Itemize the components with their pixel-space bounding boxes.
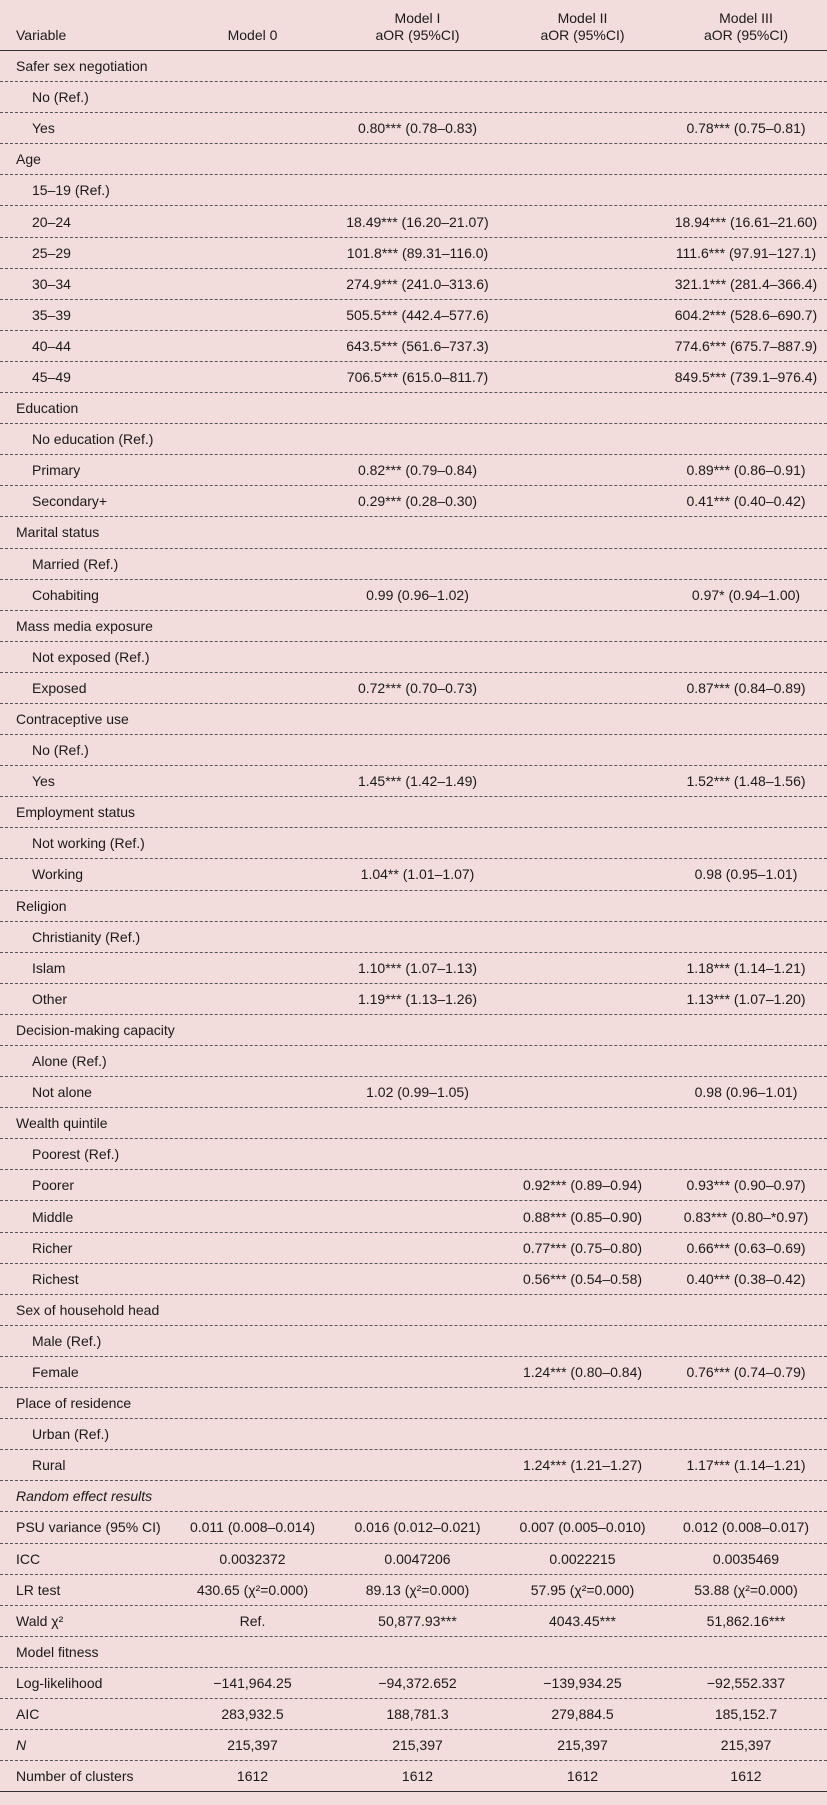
model3-cell: 0.97* (0.94–1.00) (691, 586, 801, 603)
table-row (0, 1606, 827, 1637)
row-label: Alone (Ref.) (32, 1053, 107, 1070)
model3-cell: 0.78*** (0.75–0.81) (686, 120, 806, 137)
row-label: Primary (32, 462, 81, 479)
model1-cell: 89.13 (χ²=0.000) (365, 1581, 470, 1598)
header-model2-sub: aOR (95%CI) (540, 27, 625, 43)
table-row (0, 704, 827, 735)
header-model1-title: Model I (394, 10, 441, 26)
table-row (0, 1637, 827, 1668)
model1-cell: 101.8*** (89.31–116.0) (346, 244, 489, 261)
table-row (0, 144, 827, 175)
table-row (0, 82, 827, 113)
table-row (0, 953, 827, 984)
table-row (0, 1201, 827, 1232)
table-row (0, 455, 827, 486)
row-label: Log-likelihood (16, 1674, 103, 1691)
model1-cell: 215,397 (392, 1737, 443, 1754)
row-label: Christianity (Ref.) (32, 928, 141, 945)
model1-cell: 0.72*** (0.70–0.73) (357, 679, 478, 696)
header-model3-sub: aOR (95%CI) (703, 27, 789, 43)
table-row (0, 891, 827, 922)
row-label: Married (Ref.) (32, 555, 119, 572)
table-header (0, 0, 827, 51)
model3-cell: 0.83*** (0.80–*0.97) (683, 1208, 809, 1225)
row-label: Female (32, 1363, 79, 1380)
row-label: Poorest (Ref.) (32, 1146, 120, 1163)
table-row (0, 1264, 827, 1295)
model1-cell: 1.02 (0.99–1.05) (366, 1084, 469, 1101)
table-row (0, 1450, 827, 1481)
table-row (0, 1077, 827, 1108)
table-row (0, 1699, 827, 1730)
row-label: Working (32, 866, 84, 883)
table-row (0, 331, 827, 362)
model3-cell: 0.98 (0.95–1.01) (694, 866, 798, 883)
row-label: Not exposed (Ref.) (32, 648, 150, 665)
row-label: Cohabiting (32, 586, 99, 603)
model3-cell: 51,862.16*** (706, 1612, 786, 1629)
model3-cell: 215,397 (720, 1737, 772, 1754)
table-row (0, 766, 827, 797)
model3-cell: 0.87*** (0.84–0.89) (686, 679, 806, 696)
row-label: Secondary+ (32, 493, 108, 510)
model2-cell: 0.007 (0.005–0.010) (519, 1519, 646, 1536)
model3-cell: 0.012 (0.008–0.017) (682, 1519, 810, 1536)
table-row (0, 797, 827, 828)
model3-cell: 1.18*** (1.14–1.21) (686, 959, 806, 976)
model2-cell: 215,397 (557, 1737, 608, 1754)
model3-cell: 185,152.7 (714, 1706, 778, 1723)
table-row (0, 1015, 827, 1046)
table-row (0, 984, 827, 1015)
row-label: Place of residence (16, 1395, 132, 1412)
model1-cell: 188,781.3 (386, 1706, 449, 1723)
row-label: Poorer (32, 1177, 75, 1194)
row-label: Employment status (16, 804, 136, 821)
row-label: Contraceptive use (16, 711, 129, 728)
model1-cell: −94,372.652 (378, 1674, 457, 1691)
row-label: Islam (32, 959, 66, 976)
table-row (0, 1046, 827, 1077)
row-label: Random effect results (16, 1488, 153, 1505)
row-label: Middle (32, 1208, 74, 1225)
model2-cell: −139,934.25 (543, 1674, 622, 1691)
model1-cell: 643.5*** (561.6–737.3) (346, 337, 489, 354)
header-model2 (500, 10, 665, 50)
row-label: Age (16, 151, 41, 168)
model1-cell: 0.29*** (0.28–0.30) (357, 493, 478, 510)
model0-cell: 215,397 (227, 1737, 278, 1754)
table-row (0, 1357, 827, 1388)
model0-cell: 1612 (236, 1768, 269, 1785)
row-label: 15–19 (Ref.) (32, 182, 110, 199)
table-body (0, 51, 827, 1792)
model1-cell: 0.99 (0.96–1.02) (366, 586, 469, 603)
row-label: 35–39 (32, 306, 71, 323)
table-row (0, 1139, 827, 1170)
model1-cell: 50,877.93*** (378, 1612, 457, 1629)
table-row (0, 1668, 827, 1699)
row-label: No (Ref.) (32, 742, 89, 759)
model2-cell: 0.77*** (0.75–0.80) (522, 1239, 643, 1256)
row-label: 20–24 (32, 213, 71, 230)
model1-cell: 1.19*** (1.13–1.26) (357, 990, 478, 1007)
model3-cell: 53.88 (χ²=0.000) (694, 1581, 798, 1598)
row-label: 45–49 (32, 368, 71, 385)
table-row (0, 1512, 827, 1543)
table-row (0, 1233, 827, 1264)
table-row (0, 1761, 827, 1792)
model3-cell: 849.5*** (739.1–976.4) (674, 368, 818, 385)
table-row (0, 1388, 827, 1419)
header-model1 (335, 10, 500, 50)
table-row (0, 735, 827, 766)
table-row (0, 642, 827, 673)
model3-cell: 0.76*** (0.74–0.79) (686, 1363, 806, 1380)
row-label: Urban (Ref.) (32, 1426, 110, 1443)
model0-cell: 283,932.5 (221, 1706, 284, 1723)
table-row (0, 828, 827, 859)
table-row (0, 1108, 827, 1139)
row-label: Male (Ref.) (32, 1332, 102, 1349)
model1-cell: 1.10*** (1.07–1.13) (357, 959, 478, 976)
table-row (0, 1481, 827, 1512)
model3-cell: 321.1*** (281.4–366.4) (674, 275, 818, 292)
model0-cell: −141,964.25 (213, 1674, 292, 1691)
row-label: Richest (32, 1270, 79, 1287)
model3-cell: 0.98 (0.96–1.01) (694, 1084, 798, 1101)
model1-cell: 505.5*** (442.4–577.6) (346, 306, 489, 323)
row-label: Sex of household head (16, 1301, 160, 1318)
model1-cell: 1.45*** (1.42–1.49) (357, 773, 478, 790)
model3-cell: 111.6*** (97.91–127.1) (675, 244, 817, 261)
table-row (0, 922, 827, 953)
row-label: No (Ref.) (32, 89, 89, 106)
model3-cell: 1.52*** (1.48–1.56) (686, 773, 806, 790)
row-label: PSU variance (95% CI) (16, 1519, 161, 1536)
row-label: LR test (16, 1581, 61, 1598)
header-model2-title: Model II (557, 10, 608, 26)
model2-cell: 4043.45*** (549, 1612, 616, 1629)
model2-cell: 1.24*** (0.80–0.84) (522, 1363, 643, 1380)
row-label: Not alone (32, 1084, 92, 1101)
row-label: Marital status (16, 524, 100, 541)
table-row (0, 486, 827, 517)
table-row (0, 611, 827, 642)
model1-cell: 18.49*** (16.20–21.07) (346, 213, 489, 230)
table-row (0, 580, 827, 611)
model3-cell: 0.89*** (0.86–0.91) (686, 462, 806, 479)
model2-cell: 0.0022215 (549, 1550, 616, 1567)
row-label: Safer sex negotiation (16, 58, 148, 75)
row-label: Exposed (32, 679, 87, 696)
model3-cell: −92,552.337 (706, 1674, 786, 1691)
model1-cell: 0.80*** (0.78–0.83) (357, 120, 478, 137)
model1-cell: 0.0047206 (384, 1550, 451, 1567)
header-model0: Model 0 (227, 27, 278, 43)
table-row (0, 238, 827, 269)
model1-cell: 1.04** (1.01–1.07) (360, 866, 475, 883)
table-row (0, 206, 827, 237)
model2-cell: 279,884.5 (551, 1706, 614, 1723)
model0-cell: 0.0032372 (219, 1550, 286, 1567)
header-variable: Variable (16, 27, 67, 43)
table-row (0, 1575, 827, 1606)
model2-cell: 0.88*** (0.85–0.90) (522, 1208, 643, 1225)
row-label: Model fitness (16, 1643, 99, 1660)
model3-cell: 774.6*** (675.7–887.9) (674, 337, 818, 354)
row-label: Wald χ² (16, 1612, 64, 1629)
header-model3-title: Model III (719, 10, 773, 26)
header-model1-sub: aOR (95%CI) (375, 27, 460, 43)
row-label: Decision-making capacity (16, 1021, 175, 1038)
table-row (0, 549, 827, 580)
table-row (0, 1170, 827, 1201)
table-row (0, 517, 827, 548)
row-label: 40–44 (32, 337, 71, 354)
row-label: Richer (32, 1239, 73, 1256)
row-label: 30–34 (32, 275, 71, 292)
table-row (0, 1295, 827, 1326)
row-label: Yes (32, 773, 55, 790)
model3-cell: 1.13*** (1.07–1.20) (686, 990, 806, 1007)
model3-cell: 0.66*** (0.63–0.69) (686, 1239, 806, 1256)
model3-cell: 0.93*** (0.90–0.97) (686, 1177, 806, 1194)
model3-cell: 1.17*** (1.14–1.21) (686, 1457, 806, 1474)
row-label: Religion (16, 897, 67, 914)
row-label: ICC (16, 1550, 41, 1567)
header-model3 (665, 10, 827, 50)
model3-cell: 1612 (730, 1768, 762, 1785)
model2-cell: 0.92*** (0.89–0.94) (522, 1177, 643, 1194)
table-row (0, 113, 827, 144)
model0-cell: 0.011 (0.008–0.014) (189, 1519, 316, 1536)
row-label: 25–29 (32, 244, 71, 261)
row-label: Mass media exposure (16, 617, 153, 634)
table-row (0, 51, 827, 82)
table-row (0, 1326, 827, 1357)
table-row (0, 1544, 827, 1575)
table-row (0, 300, 827, 331)
model3-cell: 0.40*** (0.38–0.42) (686, 1270, 806, 1287)
table-row (0, 362, 827, 393)
model1-cell: 706.5*** (615.0–811.7) (346, 368, 489, 385)
row-label: Not working (Ref.) (32, 835, 145, 852)
table-row (0, 1730, 827, 1761)
row-label: Number of clusters (16, 1768, 134, 1785)
model2-cell: 0.56*** (0.54–0.58) (522, 1270, 643, 1287)
row-label: Wealth quintile (16, 1115, 108, 1132)
model2-cell: 57.95 (χ²=0.000) (530, 1581, 635, 1598)
model3-cell: 0.41*** (0.40–0.42) (686, 493, 806, 510)
table-row (0, 673, 827, 704)
row-label: Rural (32, 1457, 66, 1474)
model2-cell: 1.24*** (1.21–1.27) (522, 1457, 643, 1474)
row-label: N (16, 1737, 27, 1754)
model2-cell: 1612 (566, 1768, 599, 1785)
row-label: Yes (32, 120, 55, 137)
table-row (0, 175, 827, 206)
table-row (0, 859, 827, 890)
model1-cell: 1612 (401, 1768, 434, 1785)
model0-cell: 430.65 (χ²=0.000) (196, 1581, 309, 1598)
row-label: Education (16, 400, 79, 417)
table-row (0, 269, 827, 300)
row-label: No education (Ref.) (32, 431, 154, 448)
table-row (0, 424, 827, 455)
model1-cell: 0.016 (0.012–0.021) (354, 1519, 481, 1536)
model3-cell: 18.94*** (16.61–21.60) (674, 213, 818, 230)
model0-cell: Ref. (239, 1612, 266, 1629)
row-label: AIC (16, 1706, 40, 1723)
model3-cell: 604.2*** (528.6–690.7) (674, 306, 818, 323)
row-label: Other (32, 990, 68, 1007)
table-row (0, 393, 827, 424)
model1-cell: 0.82*** (0.79–0.84) (357, 462, 478, 479)
model1-cell: 274.9*** (241.0–313.6) (346, 275, 489, 292)
table-row (0, 1419, 827, 1450)
model3-cell: 0.0035469 (712, 1550, 780, 1567)
